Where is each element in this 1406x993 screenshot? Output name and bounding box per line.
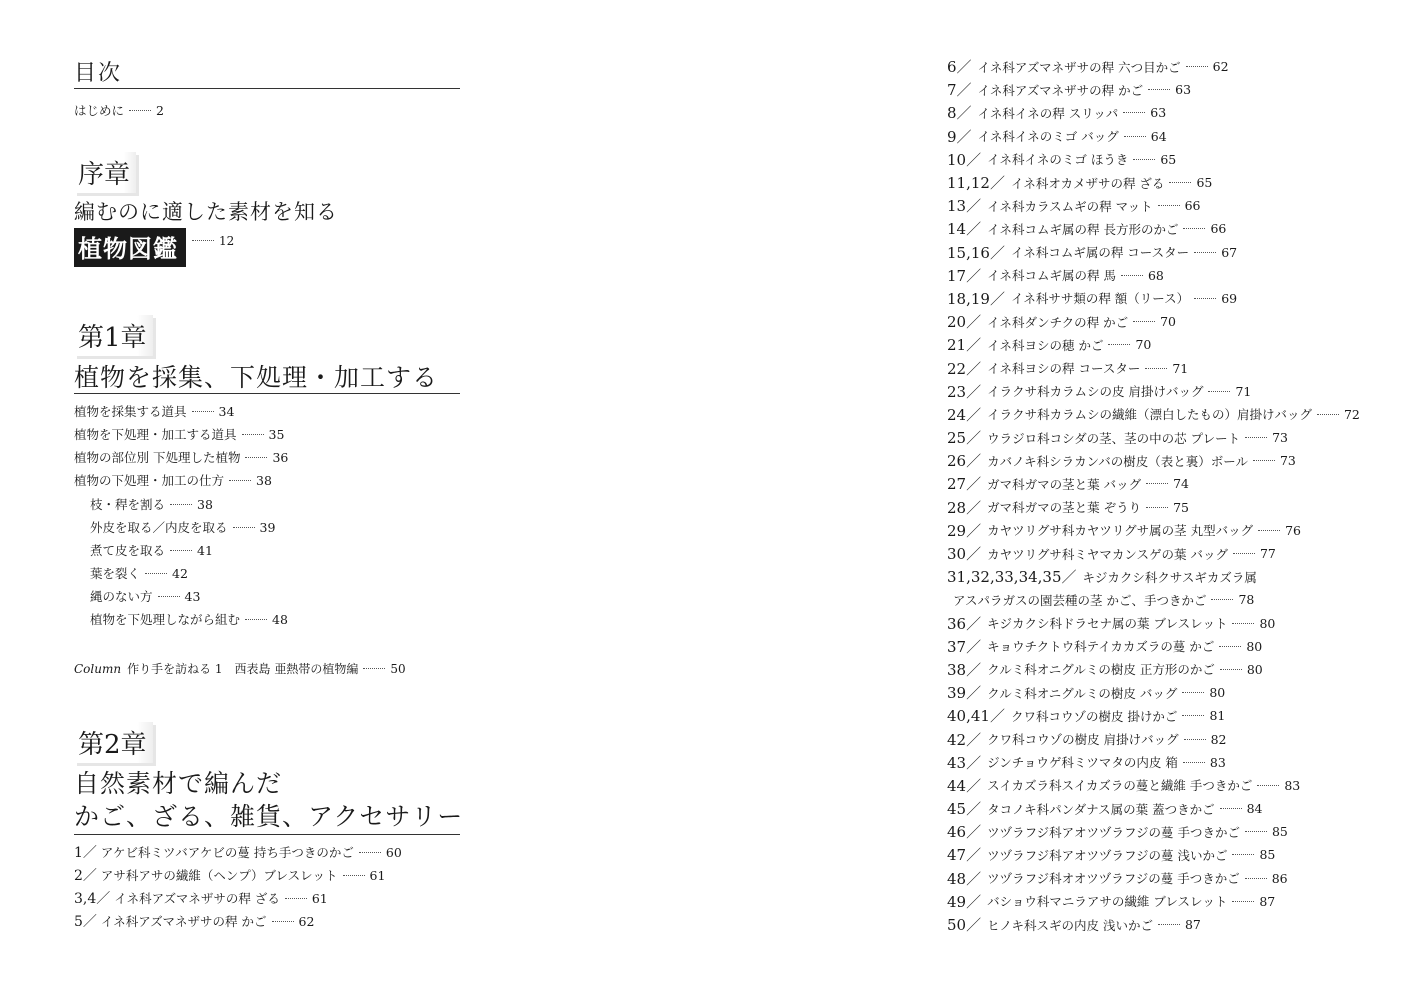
leader-dots: [1182, 715, 1204, 716]
toc-subentry[interactable]: [90, 520, 275, 536]
toc-title: 目次: [74, 61, 123, 86]
entry-label: イネ科ササ類の稈 額（リース）: [1010, 291, 1190, 307]
leader-dots: [1146, 507, 1168, 508]
title-rule: [74, 88, 460, 89]
entry-label: スイカズラ科スイカズラの蔓と繊維 手つきかご: [987, 778, 1253, 794]
entry-number: 29／: [947, 521, 982, 540]
entry-number: 25／: [947, 429, 982, 448]
toc-entry[interactable]: [947, 101, 1360, 124]
entry-label: イネ科アズマネザサの稈 ざる: [114, 891, 280, 906]
toc-entry[interactable]: [947, 472, 1360, 495]
entry-label: キジカクシ科ドラセナ属の葉 ブレスレット: [987, 616, 1228, 632]
toc-subentry[interactable]: [90, 612, 288, 628]
entry-number: 6／: [947, 58, 972, 77]
leader-dots: [170, 550, 192, 551]
entry-page: 35: [268, 427, 285, 442]
toc-entry[interactable]: [947, 55, 1360, 78]
entry-label: イネ科アズマネザサの稈 かご: [977, 82, 1144, 98]
entry-label: ツヅラフジ科オオツヅラフジの蔓 手つきかご: [987, 871, 1240, 887]
leader-dots: [192, 240, 214, 241]
leader-dots: [192, 411, 214, 412]
entry-label: キジカクシ科クサスギカズラ属: [1082, 569, 1257, 585]
column-label: Column: [74, 662, 122, 676]
entry-number: 22／: [947, 359, 982, 378]
entry-page: 66: [1184, 198, 1201, 214]
entry-label: クワ科コウゾの樹皮 掛けかご: [1010, 708, 1178, 724]
entry-label: ガマ科ガマの茎と葉 バッグ: [987, 476, 1142, 492]
leader-dots: [229, 480, 251, 481]
toc-subentry[interactable]: [90, 497, 213, 513]
toc-entry[interactable]: [947, 867, 1360, 890]
leader-dots: [1232, 901, 1254, 902]
entry-page: 34: [218, 404, 235, 419]
entry-page: 12: [219, 234, 235, 248]
entry-label: イネ科イネのミゴ バッグ: [977, 129, 1119, 145]
leader-dots: [343, 875, 365, 876]
column-text: 作り手を訪ねる 1 西表島 亜熱帯の植物編: [127, 662, 359, 676]
entry-number: 47／: [947, 846, 982, 865]
entry-page: 85: [1259, 847, 1276, 863]
entry-label: イネ科ダンチクの稈 かご: [987, 314, 1129, 330]
leader-dots: [1158, 205, 1180, 206]
entry-number: 39／: [947, 684, 982, 703]
leader-dots: [1245, 437, 1267, 438]
toc-entry[interactable]: [947, 658, 1360, 681]
entry-label: 植物を採集する道具: [74, 404, 187, 419]
entry-page: 63: [1150, 105, 1167, 121]
entry-label: アサ科アサの繊維（ヘンプ）ブレスレット: [100, 868, 338, 883]
entry-page: 61: [369, 868, 386, 883]
entry-page: 50: [390, 662, 406, 676]
entry-label: 外皮を取る／内皮を取る: [90, 520, 228, 535]
entry-page: 80: [1246, 638, 1263, 654]
toc-entry[interactable]: [947, 426, 1360, 449]
toc-entry[interactable]: [947, 333, 1360, 356]
entry-page: 69: [1221, 290, 1238, 306]
entry-page: 61: [311, 891, 328, 906]
entry-page: 76: [1285, 522, 1301, 538]
entry-number: 28／: [947, 498, 982, 517]
entry-page: 71: [1172, 360, 1189, 376]
entry-number: 49／: [947, 892, 982, 911]
toc-entry-intro[interactable]: [74, 103, 164, 119]
leader-dots: [1257, 785, 1279, 786]
right-page: [703, 0, 1406, 993]
leader-dots: [1194, 252, 1216, 253]
chapter1-chip: 第1章: [74, 315, 153, 356]
entry-label: イネ科アズマネザサの稈 かご: [100, 914, 267, 929]
entry-number: 14／: [947, 220, 982, 239]
prologue-highlight[interactable]: 植物図鑑: [74, 228, 186, 267]
entry-label: カヤツリグサ科カヤツリグサ属の茎 丸型バッグ: [987, 523, 1254, 539]
toc-entry[interactable]: [947, 774, 1360, 797]
toc-entry[interactable]: [74, 868, 385, 884]
entry-page: 43: [184, 589, 201, 604]
entry-label: ツヅラフジ科アオツヅラフジの蔓 手つきかご: [987, 824, 1240, 840]
entry-page: 2: [156, 103, 164, 118]
entry-label: イネ科オカメザサの稈 ざる: [1010, 175, 1165, 191]
leader-dots: [1245, 878, 1267, 879]
toc-entry[interactable]: [947, 751, 1360, 774]
entry-label: イネ科イネのミゴ ほうき: [987, 152, 1129, 168]
leader-dots: [170, 504, 192, 505]
leader-dots: [1121, 275, 1143, 276]
leader-dots: [1220, 669, 1242, 670]
entry-page: 66: [1210, 221, 1227, 237]
toc-entry[interactable]: [947, 241, 1360, 264]
entry-number: 2／: [74, 868, 97, 884]
entry-page: 71: [1235, 383, 1252, 399]
prologue-subtitle: 編むのに適した素材を知る: [74, 200, 338, 224]
leader-dots: [1133, 321, 1155, 322]
leader-dots: [1183, 762, 1205, 763]
leader-dots: [1184, 739, 1206, 740]
entry-label: 植物の部位別 下処理した植物: [74, 450, 241, 465]
entry-page: 87: [1184, 917, 1201, 933]
toc-entry[interactable]: [947, 264, 1360, 287]
toc-entry[interactable]: [947, 171, 1360, 194]
entry-label: イラクサ科カラムシの繊維（漂白したもの）肩掛けバッグ: [987, 407, 1312, 423]
entry-page: 83: [1284, 777, 1301, 793]
toc-subentry[interactable]: [90, 589, 200, 605]
toc-entry[interactable]: [947, 194, 1360, 217]
leader-dots: [1183, 228, 1205, 229]
entry-label: イラクサ科カラムシの皮 肩掛けバッグ: [987, 384, 1204, 400]
entry-number: 23／: [947, 382, 982, 401]
leader-dots: [1245, 831, 1267, 832]
entry-number: 7／: [947, 81, 972, 100]
entry-number: 40,41／: [947, 707, 1005, 726]
entry-label: 縄のない方: [90, 589, 153, 604]
entry-number: 27／: [947, 475, 982, 494]
toc-entry[interactable]: [947, 78, 1360, 101]
entry-label: アスパラガスの園芸種の茎 かご、手つきかご: [953, 592, 1207, 608]
toc-entry[interactable]: [947, 704, 1360, 727]
toc-entry[interactable]: [947, 125, 1360, 148]
entry-number: 24／: [947, 405, 982, 424]
entry-page: 62: [298, 914, 315, 929]
entry-page: 42: [172, 566, 188, 581]
toc-entry[interactable]: [947, 449, 1360, 472]
entry-page: 86: [1271, 870, 1288, 886]
leader-dots: [1158, 924, 1180, 925]
entry-page: 83: [1209, 754, 1226, 770]
entry-page: 48: [272, 612, 288, 627]
toc-entry[interactable]: [947, 356, 1360, 379]
entry-page: 73: [1272, 430, 1288, 446]
entry-label: イネ科ヨシの穂 かご: [987, 337, 1104, 353]
entry-label: イネ科カラスムギの稈 マット: [987, 198, 1153, 214]
toc-entry[interactable]: [74, 427, 284, 443]
entry-page: 63: [1175, 82, 1192, 98]
leader-dots: [1123, 112, 1145, 113]
entry-page: 70: [1135, 337, 1152, 353]
entry-page: 68: [1147, 267, 1164, 283]
entry-page: 80: [1209, 685, 1226, 701]
chapter2-title-line2: かご、ざる、雑貨、アクセサリー: [74, 802, 464, 831]
column-entry[interactable]: [74, 660, 406, 677]
toc-entry[interactable]: [947, 727, 1360, 750]
toc-entry[interactable]: [74, 450, 288, 466]
entry-page: 38: [197, 497, 213, 512]
toc-entry[interactable]: [947, 635, 1360, 658]
leader-dots: [359, 852, 381, 853]
leader-dots: [1232, 623, 1254, 624]
toc-entry[interactable]: [947, 519, 1360, 542]
leader-dots: [1186, 66, 1208, 67]
entry-number: 44／: [947, 776, 982, 795]
leader-dots: [245, 619, 267, 620]
chapter2-chip: 第2章: [74, 722, 153, 763]
toc-entry[interactable]: [947, 797, 1360, 820]
leader-dots: [1317, 414, 1339, 415]
entry-label: 煮て皮を取る: [90, 543, 166, 558]
entry-number: 36／: [947, 614, 982, 633]
entry-label: イネ科コムギ属の稈 コースター: [1010, 245, 1190, 261]
entry-page: 62: [1212, 59, 1229, 75]
chapter2-rule: [74, 834, 460, 835]
chapter2-title-line1: 自然素材で編んだ: [74, 769, 283, 798]
toc-entry[interactable]: [74, 891, 328, 907]
entry-page: 78: [1238, 592, 1255, 608]
entry-number: 50／: [947, 916, 982, 935]
entry-number: 38／: [947, 660, 982, 679]
toc-entry[interactable]: [947, 287, 1360, 310]
entry-label: クワ科コウゾの樹皮 肩掛けバッグ: [987, 732, 1179, 748]
leader-dots: [245, 457, 267, 458]
entry-label: ツヅラフジ科アオツヅラフジの蔓 浅いかご: [987, 847, 1228, 863]
entry-label: キョウチクトウ科テイカカズラの蔓 かご: [987, 639, 1215, 655]
entry-label: アケビ科ミツバアケビの蔓 持ち手つきのかご: [100, 845, 354, 860]
prologue-chip: 序章: [74, 152, 136, 193]
leader-dots: [1148, 89, 1170, 90]
entry-page: 75: [1173, 499, 1189, 515]
entry-page: 39: [259, 520, 276, 535]
entry-page: 67: [1221, 244, 1238, 260]
entry-label: ガマ科ガマの茎と葉 ぞうり: [987, 500, 1142, 516]
leader-dots: [1219, 646, 1241, 647]
toc-entry[interactable]: [947, 681, 1360, 704]
toc-entry[interactable]: [947, 913, 1360, 936]
leader-dots: [1232, 854, 1254, 855]
toc-entry[interactable]: [947, 565, 1360, 588]
entry-number: 5／: [74, 914, 97, 930]
leader-dots: [1133, 159, 1155, 160]
entry-label: 植物を下処理・加工する道具: [74, 427, 237, 442]
entry-label: イネ科アズマネザサの稈 六つ目かご: [977, 59, 1181, 75]
toc-entry[interactable]: [947, 380, 1360, 403]
entry-page: 74: [1173, 476, 1189, 492]
entry-label: イネ科コムギ属の稈 長方形のかご: [987, 221, 1179, 237]
entry-page: 65: [1160, 151, 1177, 167]
entry-label: イネ科ヨシの稈 コースター: [987, 361, 1141, 377]
leader-dots: [1253, 460, 1275, 461]
entry-page: 41: [197, 543, 213, 558]
entry-number: 11,12／: [947, 174, 1005, 193]
entry-number: 13／: [947, 197, 982, 216]
entry-number: 9／: [947, 127, 972, 146]
entry-page: 38: [256, 473, 272, 488]
entry-page: 70: [1160, 314, 1176, 330]
entry-label: 植物を下処理しながら組む: [90, 612, 241, 627]
leader-dots: [1220, 808, 1242, 809]
toc-entry[interactable]: [74, 914, 314, 930]
entry-label: バショウ科マニラアサの繊維 ブレスレット: [987, 894, 1228, 910]
leader-dots: [363, 668, 385, 669]
leader-dots: [1182, 692, 1204, 693]
toc-entry[interactable]: [947, 890, 1360, 913]
leader-dots: [1208, 391, 1230, 392]
toc-entry[interactable]: [947, 588, 1360, 611]
entry-label: ジンチョウゲ科ミツマタの内皮 箱: [987, 755, 1178, 771]
entry-page: 64: [1150, 128, 1167, 144]
entry-page: 84: [1246, 801, 1263, 817]
entry-label: イネ科コムギ属の稈 馬: [987, 268, 1116, 284]
entry-number: 48／: [947, 869, 982, 888]
entry-label: クルミ科オニグルミの樹皮 バッグ: [987, 685, 1178, 701]
entry-page: 85: [1271, 824, 1288, 840]
toc-subentry[interactable]: [90, 566, 188, 582]
entry-number: 20／: [947, 313, 982, 332]
toc-entry[interactable]: [947, 820, 1360, 843]
leader-dots: [1233, 553, 1255, 554]
right-entry-list: [947, 55, 1360, 936]
toc-entry[interactable]: [947, 403, 1360, 426]
toc-entry[interactable]: [947, 843, 1360, 866]
chapter1-title: 植物を採集、下処理・加工する: [74, 363, 439, 392]
entry-number: 15,16／: [947, 243, 1005, 262]
entry-number: 37／: [947, 637, 982, 656]
entry-page: 72: [1343, 406, 1360, 422]
entry-page: 36: [272, 450, 289, 465]
leader-dots: [1108, 344, 1130, 345]
toc-entry[interactable]: [74, 845, 402, 861]
entry-label: はじめに: [74, 103, 125, 118]
entry-page: 80: [1246, 661, 1263, 677]
leader-dots: [1258, 530, 1280, 531]
entry-label: イネ科イネの稈 スリッパ: [977, 105, 1119, 121]
leader-dots: [1211, 599, 1233, 600]
entry-page: 81: [1209, 708, 1226, 724]
entry-number: 3,4／: [74, 891, 111, 907]
toc-subentry[interactable]: [90, 543, 213, 559]
entry-number: 8／: [947, 104, 972, 123]
leader-dots: [145, 573, 167, 574]
entry-page: 77: [1259, 546, 1276, 562]
entry-label: カバノキ科シラカンバの樹皮（表と裏）ボール: [987, 453, 1248, 469]
entry-number: 18,19／: [947, 289, 1005, 308]
entry-number: 30／: [947, 545, 982, 564]
entry-page: 65: [1196, 175, 1213, 191]
prologue-page: [187, 234, 234, 248]
entry-number: 46／: [947, 823, 982, 842]
entry-page: 60: [385, 845, 402, 860]
entry-number: 17／: [947, 266, 982, 285]
toc-entry[interactable]: [947, 496, 1360, 519]
leader-dots: [1124, 136, 1146, 137]
entry-number: 1／: [74, 845, 97, 861]
leader-dots: [1146, 483, 1168, 484]
entry-page: 87: [1259, 893, 1276, 909]
leader-dots: [129, 110, 151, 111]
chapter1-rule: [74, 393, 460, 394]
entry-number: 42／: [947, 730, 982, 749]
entry-number: 45／: [947, 800, 982, 819]
leader-dots: [1194, 298, 1216, 299]
leader-dots: [242, 434, 264, 435]
toc-entry[interactable]: [74, 473, 272, 489]
entry-label: タコノキ科パンダナス属の葉 蓋つきかご: [987, 801, 1215, 817]
entry-label: 植物の下処理・加工の仕方: [74, 473, 225, 488]
entry-number: 10／: [947, 150, 982, 169]
leader-dots: [1145, 368, 1167, 369]
entry-page: 73: [1279, 453, 1296, 469]
entry-page: 82: [1210, 731, 1227, 747]
entry-number: 43／: [947, 753, 982, 772]
toc-entry[interactable]: [947, 310, 1360, 333]
entry-label: カヤツリグサ科ミヤマカンスゲの葉 バッグ: [987, 546, 1228, 562]
leader-dots: [285, 898, 307, 899]
entry-label: 葉を裂く: [90, 566, 141, 581]
entry-label: 枝・稈を割る: [90, 497, 166, 512]
entry-label: ウラジロ科コシダの茎、茎の中の芯 プレート: [987, 430, 1241, 446]
leader-dots: [1169, 182, 1191, 183]
toc-entry[interactable]: [74, 404, 234, 420]
leader-dots: [272, 921, 294, 922]
entry-label: ヒノキ科スギの内皮 浅いかご: [987, 917, 1153, 933]
toc-entry[interactable]: [947, 612, 1360, 635]
entry-page: 80: [1259, 615, 1276, 631]
entry-label: クルミ科オニグルミの樹皮 正方形のかご: [987, 662, 1215, 678]
toc-entry[interactable]: [947, 542, 1360, 565]
entry-number: 31,32,33,34,35／: [947, 568, 1077, 587]
entry-number: 26／: [947, 452, 982, 471]
leader-dots: [158, 596, 180, 597]
toc-entry[interactable]: [947, 217, 1360, 240]
entry-number: 21／: [947, 336, 982, 355]
toc-entry[interactable]: [947, 148, 1360, 171]
leader-dots: [233, 527, 255, 528]
